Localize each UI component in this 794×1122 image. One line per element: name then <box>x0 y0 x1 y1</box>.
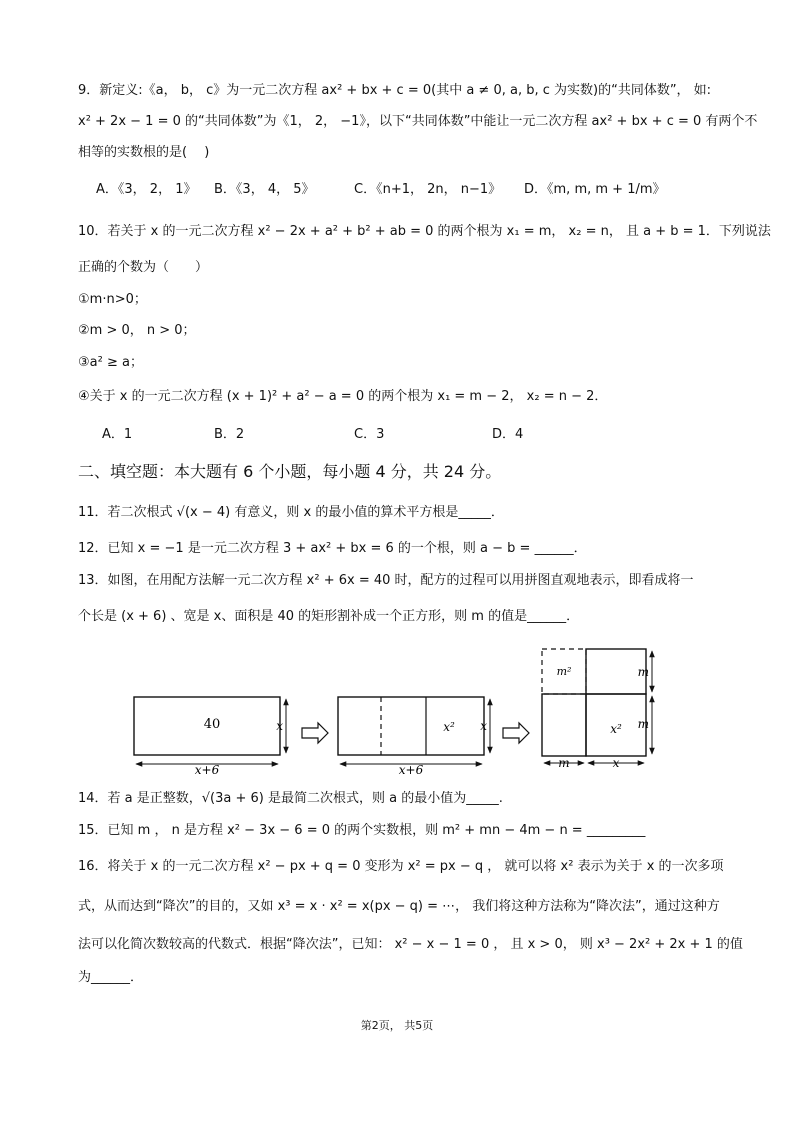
q10-line1: 10．若关于 x 的一元二次方程 x² − 2x + a² + b² + ab = 0 的两个根为 x₁ = m， x₂ = n， 且 a + b = 1．下列说法 <box>78 224 771 239</box>
q10-item-4: ④关于 x 的一元二次方程 (x + 1)² + a² − a = 0 的两个根为 x₁ = m − 2， x₂ = n − 2． <box>78 389 608 404</box>
label-m-lower: m <box>637 717 649 731</box>
page-footer: 第2页， 共5页 <box>360 1019 434 1032</box>
q14-text: 14．若 a 是正整数，√(3a + 6) 是最简二次根式，则 a 的最小值为_____. <box>78 791 503 806</box>
q9-option-a: A．《3， 2， 1》 <box>96 182 197 197</box>
q10-item-2: ②m > 0， n > 0； <box>78 323 196 338</box>
q9-option-c: C．《n+1， 2n， n−1》 <box>354 182 502 197</box>
label-m-upper: m <box>637 665 649 679</box>
q9-line1: 9．新定义:《a， b， c》为一元二次方程 ax² + bx + c = 0(其中 a ≠ 0, a, b, c 为实数)的“共同体数”， 如: <box>78 83 712 98</box>
q9-option-d: D．《m, m, m + 1/m》 <box>524 182 666 197</box>
q16-line2: 式，从而达到“降次”的目的，又如 x³ = x · x² = x(px − q) = ⋯， 我们将这种方法称为“降次法”，通过这种方 <box>78 899 720 914</box>
q10-line2: 正确的个数为（ ） <box>78 260 209 275</box>
q9-line2: x² + 2x − 1 = 0 的“共同体数”为《1， 2， −1》，以下“共同体数”中能让一元二次方程 ax² + bx + c = 0 有两个不 <box>78 114 758 129</box>
label-x6-rect2: x+6 <box>398 763 424 777</box>
q15-text: 15．已知 m ， n 是方程 x² − 3x − 6 = 0 的两个实数根，则 m² + mn − 4m − n = _________ <box>78 823 646 838</box>
q11-text: 11．若二次根式 √(x − 4) 有意义，则 x 的最小值的算术平方根是_____． <box>78 505 504 520</box>
label-m-bottom: m <box>558 756 570 770</box>
label-x-bottom: x <box>612 756 620 770</box>
rect-split <box>338 697 484 755</box>
label-x6-rect1: x+6 <box>194 763 220 777</box>
label-m2: m² <box>556 665 572 678</box>
completing-square-figure <box>0 640 794 780</box>
q9-line3: 相等的实数根的是( ) <box>78 145 210 160</box>
label-40: 40 <box>203 717 221 732</box>
section-heading: 二、填空题：本大题有 6 个小题，每小题 4 分，共 24 分。 <box>78 462 502 481</box>
label-x2-square: x² <box>610 722 622 736</box>
q12-text: 12．已知 x = −1 是一元二次方程 3 + ax² + bx = 6 的一个根，则 a − b = ______． <box>78 541 587 556</box>
label-x2-rect2: x² <box>443 720 455 734</box>
q16-line4: 为______． <box>78 970 144 985</box>
q10-option-c: C．3 <box>354 427 385 442</box>
q10-option-d: D．4 <box>492 427 524 442</box>
q10-option-b: B．2 <box>214 427 245 442</box>
q10-item-1: ①m·n>0； <box>78 292 147 307</box>
q10-item-3: ③a² ≥ a； <box>78 355 143 370</box>
q13-line2: 个长是 (x + 6) 、宽是 x、面积是 40 的矩形割补成一个正方形，则 m 的值是______． <box>78 609 580 624</box>
transform-arrow-2 <box>503 723 529 743</box>
q16-line3: 法可以化简次数较高的代数式．根据“降次法”，已知： x² − x − 1 = 0 ， 且 x > 0， 则 x³ − 2x² + 2x + 1 的值 <box>78 937 743 952</box>
transform-arrow-1 <box>302 723 328 743</box>
q16-line1: 16．将关于 x 的一元二次方程 x² − px + q = 0 变形为 x² = px − q ， 就可以将 x² 表示为关于 x 的一次多项 <box>78 859 724 874</box>
q13-line1: 13．如图，在用配方法解一元二次方程 x² + 6x = 40 时，配方的过程可以用拼图直观地表示，即看成将一 <box>78 573 694 588</box>
q9-option-b: B．《3， 4， 5》 <box>214 182 315 197</box>
label-x-rect1: x <box>276 719 283 733</box>
q10-option-a: A．1 <box>102 427 133 442</box>
label-x-rect2: x <box>480 719 487 733</box>
